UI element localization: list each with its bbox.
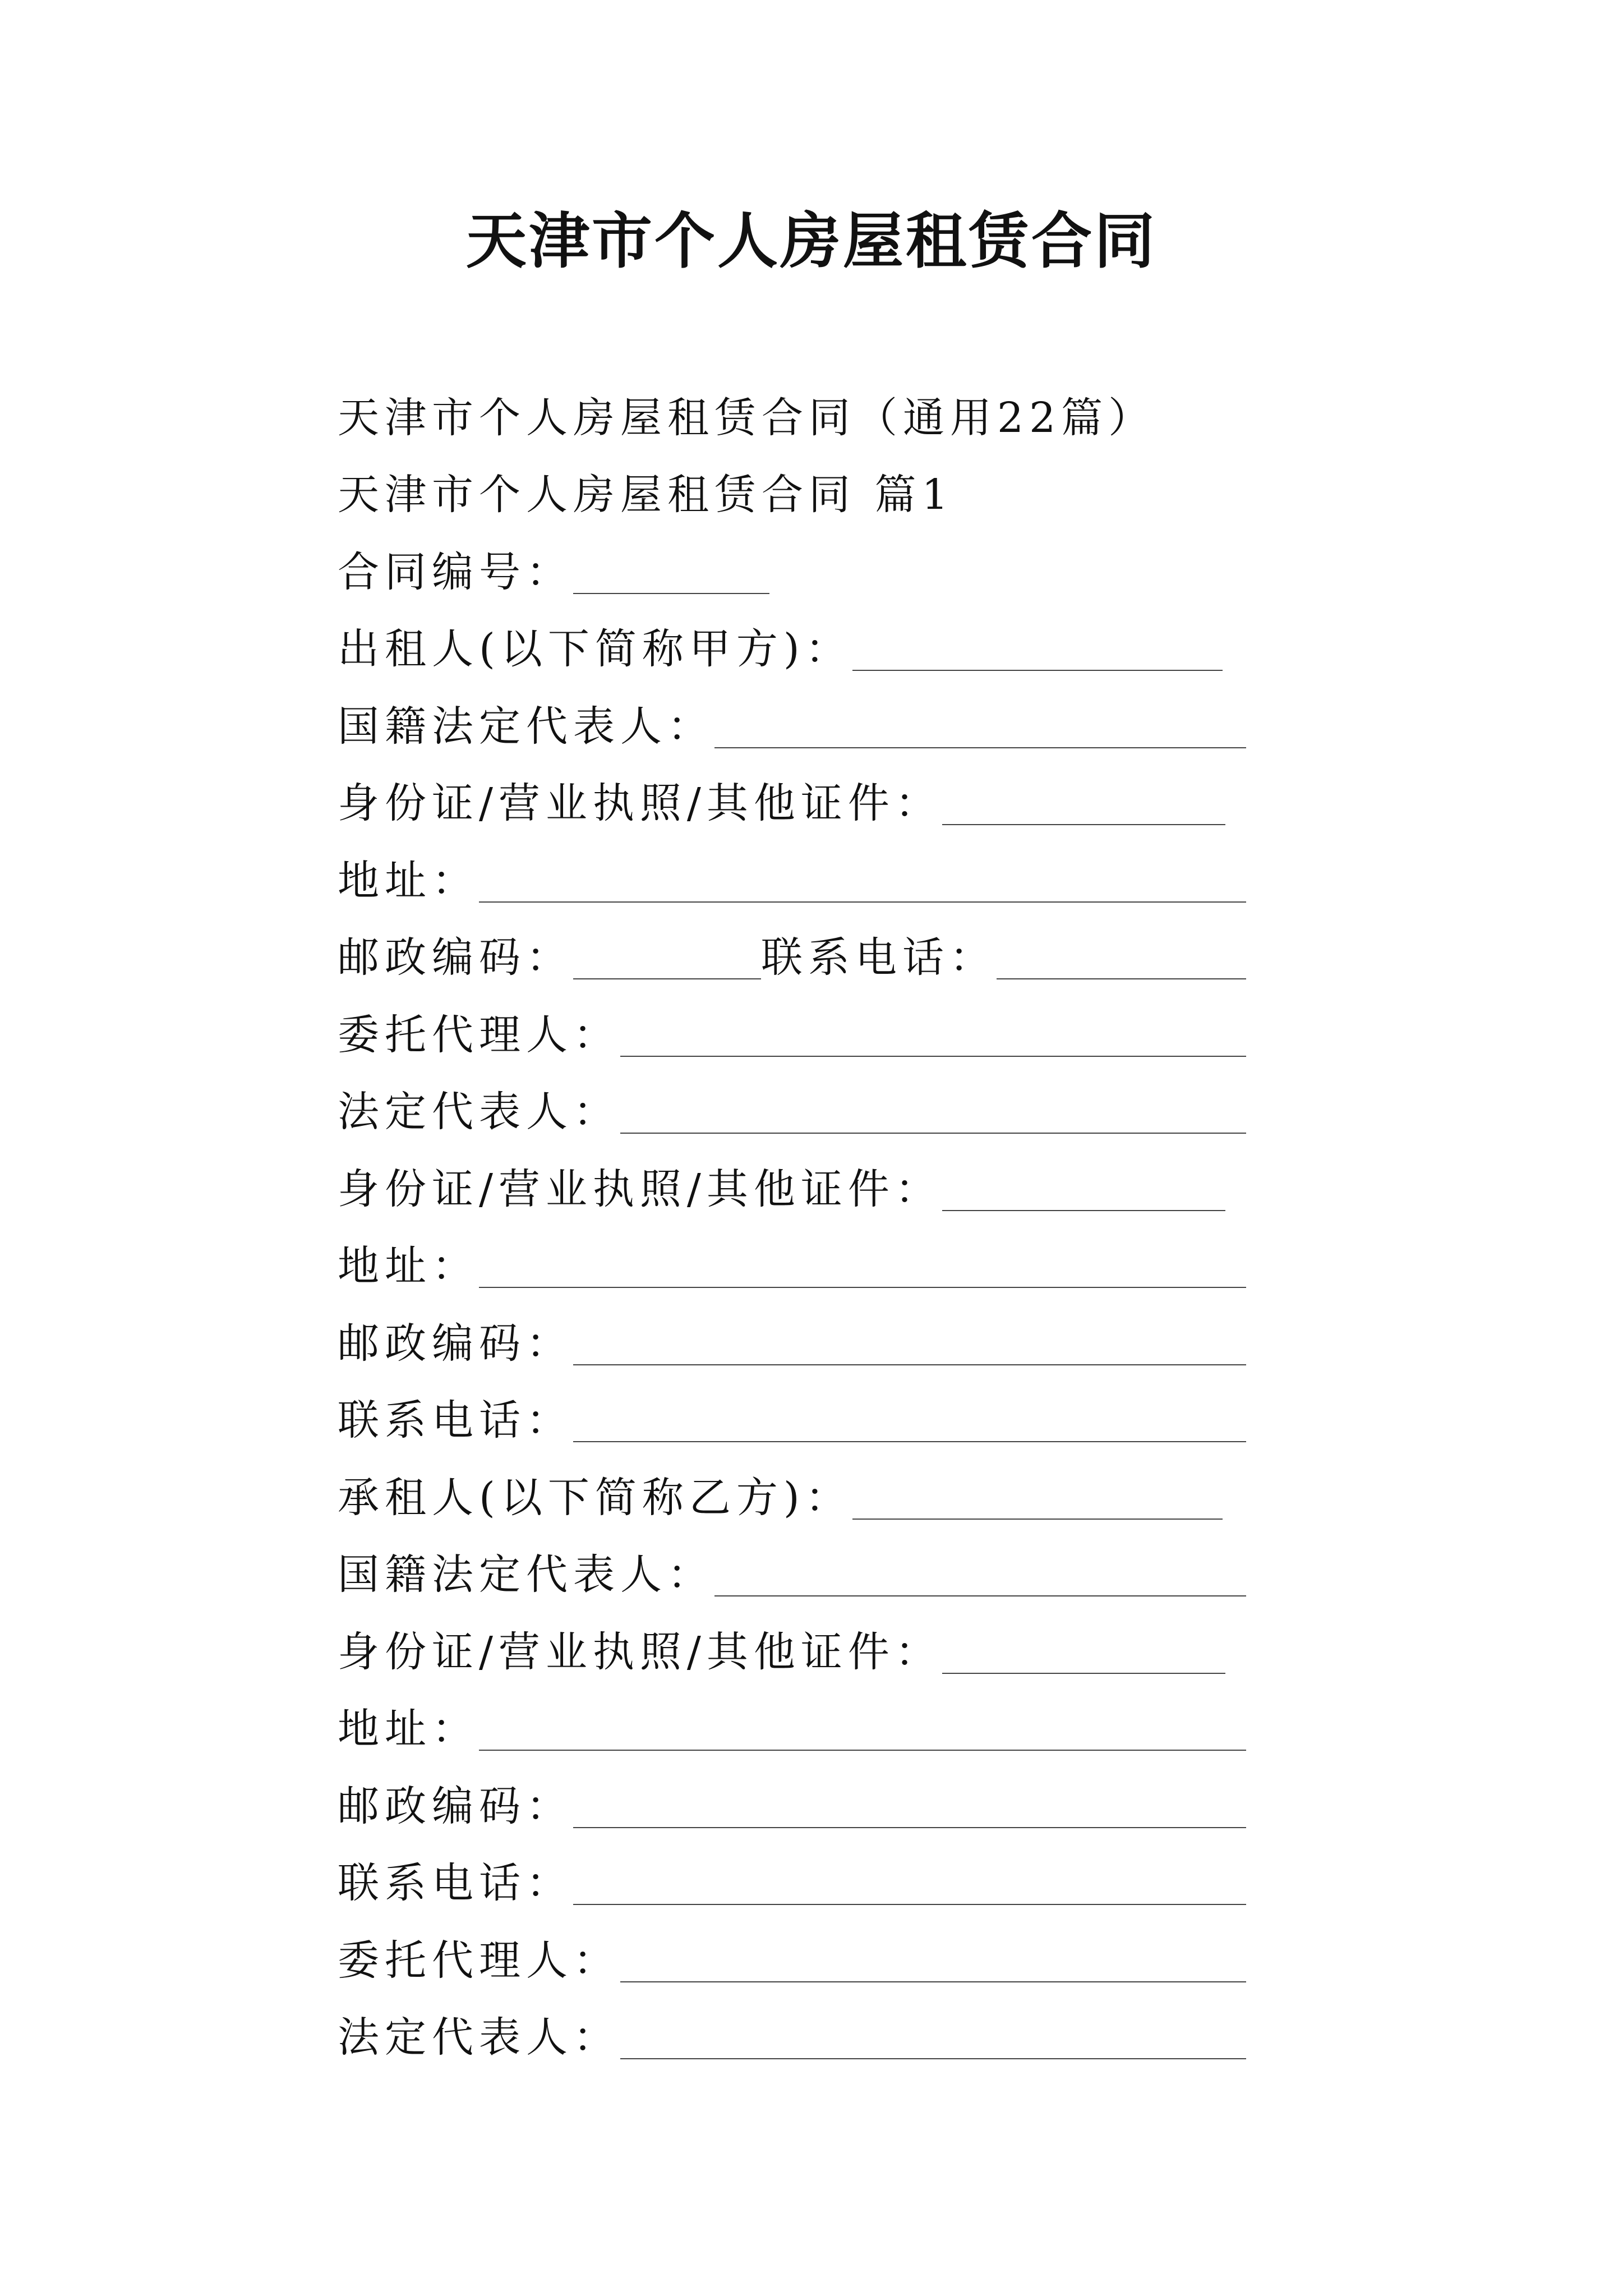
lessee-postcode-blank[interactable] (573, 1793, 1246, 1828)
lessee-nationality-rep-blank[interactable] (714, 1562, 1246, 1596)
field-label: 法定代表人： (338, 1088, 620, 1137)
field-label: 身份证/营业执照/其他证件： (338, 779, 942, 828)
section-heading (338, 453, 1246, 531)
lessor-agent-address-blank[interactable] (479, 1253, 1246, 1288)
lessee-address-blank[interactable] (479, 1716, 1246, 1751)
section-heading-text: 天津市个人房屋租赁合同 篇1 (338, 471, 954, 519)
contract-body (338, 376, 1246, 2073)
contract-number-blank[interactable] (573, 559, 769, 594)
field-lessor-agent-phone (338, 1379, 1246, 1456)
field-lessee-agent (338, 1918, 1246, 1996)
lessor-postcode-blank[interactable] (573, 945, 761, 979)
field-label: 联系电话： (338, 1396, 573, 1445)
lessor-agent-postcode-blank[interactable] (573, 1331, 1246, 1365)
field-label: 身份证/营业执照/其他证件： (338, 1627, 942, 1676)
field-lessor-postcode-phone (338, 916, 1246, 993)
field-lessee-postcode (338, 1764, 1246, 1842)
lessee-agent-blank[interactable] (620, 1948, 1246, 1982)
field-lessor-nationality-rep (338, 684, 1246, 762)
field-label: 邮政编码： (338, 933, 573, 982)
lessee-phone-blank[interactable] (573, 1870, 1246, 1905)
field-lessor-agent (338, 993, 1246, 1070)
field-label-phone: 联系电话： (760, 933, 997, 982)
field-label: 联系电话： (338, 1859, 573, 1908)
field-label: 邮政编码： (338, 1782, 573, 1830)
field-label: 地址： (338, 1705, 479, 1754)
lessor-nationality-rep-blank[interactable] (714, 714, 1246, 748)
field-label: 地址： (338, 856, 479, 905)
lessor-agent-phone-blank[interactable] (573, 1407, 1246, 1442)
field-label: 合同编号： (338, 547, 573, 596)
lessee-legal-rep-blank[interactable] (620, 2024, 1246, 2059)
field-label: 邮政编码： (338, 1319, 573, 1368)
field-lessor-agent-id (338, 1147, 1246, 1225)
lessor-blank[interactable] (852, 636, 1223, 671)
field-lessor-agent-postcode (338, 1301, 1246, 1379)
field-lessee (338, 1456, 1246, 1533)
field-lessee-legal-rep (338, 1996, 1246, 2073)
field-lessee-nationality-rep (338, 1533, 1246, 1611)
lessee-id-blank[interactable] (942, 1639, 1225, 1674)
document-subtitle (338, 376, 1246, 453)
field-lessor-legal-rep (338, 1070, 1246, 1148)
lessor-agent-blank[interactable] (620, 1022, 1246, 1057)
lessee-blank[interactable] (852, 1485, 1223, 1520)
subtitle-text: 天津市个人房屋租赁合同（通用22篇） (338, 393, 1156, 442)
lessor-address-blank[interactable] (479, 868, 1246, 903)
field-label: 国籍法定代表人： (338, 1550, 714, 1599)
field-lessor-address (338, 839, 1246, 916)
field-lessee-id (338, 1610, 1246, 1687)
field-contract-number (338, 530, 1246, 608)
field-label: 委托代理人： (338, 1010, 620, 1059)
field-lessor (338, 608, 1246, 685)
lessor-phone-blank[interactable] (997, 945, 1246, 979)
field-label: 法定代表人： (338, 2013, 620, 2062)
field-label: 国籍法定代表人： (338, 702, 714, 751)
document-title: 天津市个人房屋租赁合同 (465, 206, 1157, 277)
lessor-agent-id-blank[interactable] (942, 1176, 1225, 1211)
field-lessee-address (338, 1687, 1246, 1765)
field-label: 身份证/营业执照/其他证件： (338, 1165, 942, 1213)
field-label: 地址： (338, 1242, 479, 1291)
field-lessor-agent-address (338, 1225, 1246, 1302)
lessor-legal-rep-blank[interactable] (620, 1099, 1246, 1134)
field-lessee-phone (338, 1842, 1246, 1919)
field-lessor-id (338, 762, 1246, 839)
field-label: 承租人(以下简称乙方)： (338, 1473, 852, 1522)
field-label: 委托代理人： (338, 1936, 620, 1985)
field-label: 出租人(以下简称甲方)： (338, 625, 852, 674)
lessor-id-blank[interactable] (942, 790, 1225, 825)
